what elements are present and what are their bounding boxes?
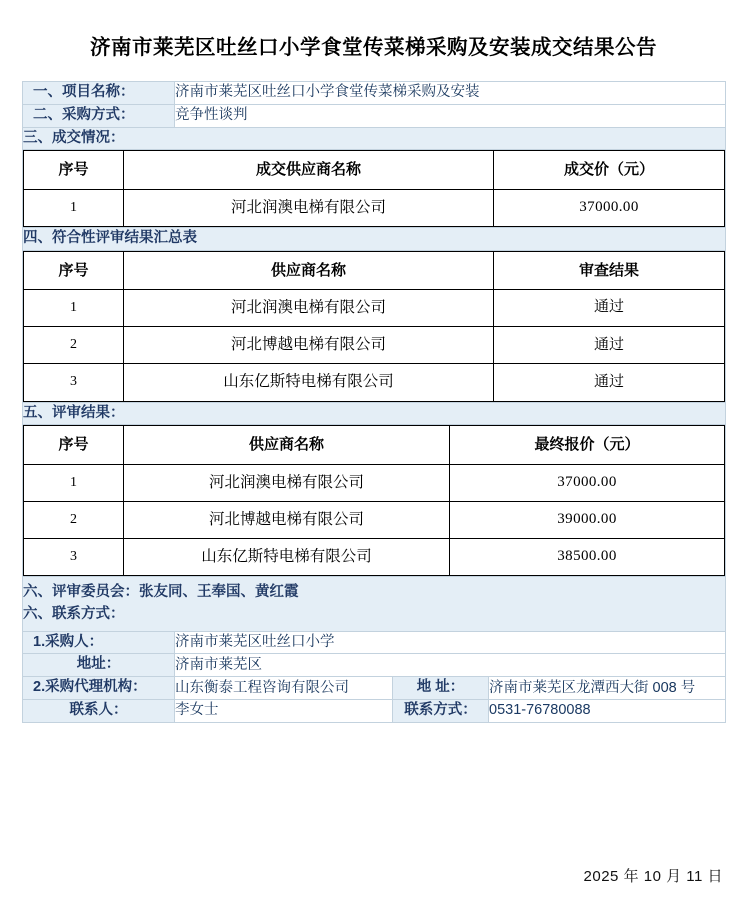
- evaluation-row-index: 2: [24, 501, 124, 538]
- agency-address-value: 济南市莱芜区龙潭西大街 008 号: [489, 677, 726, 700]
- procurement-method-value: 竞争性谈判: [175, 104, 726, 127]
- evaluation-result-table: [23, 425, 725, 576]
- row-procurement-method: [23, 104, 726, 127]
- row-award-table: [23, 150, 726, 228]
- evaluation-row-index: 3: [24, 539, 124, 576]
- row-compliance-header: [23, 227, 726, 250]
- compliance-review-table: [23, 251, 725, 402]
- evaluation-row-supplier: 河北博越电梯有限公司: [124, 501, 450, 538]
- table-header-row: [24, 251, 725, 290]
- row-project-name: [23, 82, 726, 105]
- row-purchaser-address: [23, 654, 726, 677]
- compliance-row-index: 3: [24, 364, 124, 401]
- purchaser-address-label: 地址：: [23, 654, 175, 677]
- row-award-result-header: [23, 127, 726, 150]
- evaluation-col-price: 最终报价（元）: [450, 426, 725, 465]
- contact-section-label: 六、联系方式：: [23, 605, 125, 622]
- compliance-row-supplier: 河北博越电梯有限公司: [124, 327, 494, 364]
- evaluation-row-price: 37000.00: [450, 464, 725, 501]
- evaluation-row-price: 38500.00: [450, 539, 725, 576]
- purchaser-label: 1.采购人：: [23, 631, 175, 654]
- evaluation-row-supplier: 山东亿斯特电梯有限公司: [124, 539, 450, 576]
- table-row: [24, 539, 725, 576]
- award-row-index: 1: [24, 189, 124, 226]
- row-contact-person: [23, 699, 726, 722]
- award-row-supplier: 河北润澳电梯有限公司: [124, 189, 494, 226]
- compliance-row-result: 通过: [494, 290, 725, 327]
- contact-phone-label: 联系方式：: [393, 699, 489, 722]
- project-name-value: 济南市莱芜区吐丝口小学食堂传菜梯采购及安装: [175, 82, 726, 105]
- evaluation-row-index: 1: [24, 464, 124, 501]
- agency-value: 山东衡泰工程咨询有限公司: [175, 677, 393, 700]
- announcement-table: [22, 81, 726, 723]
- compliance-col-supplier: 供应商名称: [124, 251, 494, 290]
- compliance-col-result: 审查结果: [494, 251, 725, 290]
- table-header-row: [24, 151, 725, 190]
- compliance-row-index: 2: [24, 327, 124, 364]
- compliance-row-supplier: 河北润澳电梯有限公司: [124, 290, 494, 327]
- compliance-col-index: 序号: [24, 251, 124, 290]
- award-col-supplier: 成交供应商名称: [124, 151, 494, 190]
- compliance-row-supplier: 山东亿斯特电梯有限公司: [124, 364, 494, 401]
- award-col-index: 序号: [24, 151, 124, 190]
- compliance-review-label: 四、符合性评审结果汇总表: [23, 227, 726, 250]
- row-compliance-table: [23, 250, 726, 402]
- table-row: [24, 464, 725, 501]
- contact-person-label: 联系人：: [23, 699, 175, 722]
- award-result-label: 三、成交情况：: [23, 127, 726, 150]
- review-committee-label: 六、评审委员会：张友同、王奉国、黄红霞: [23, 584, 299, 601]
- contact-phone-value: 0531-76780088: [489, 699, 726, 722]
- evaluation-row-price: 39000.00: [450, 501, 725, 538]
- table-row: [24, 364, 725, 401]
- evaluation-result-label: 五、评审结果：: [23, 402, 726, 425]
- row-purchaser: [23, 631, 726, 654]
- row-evaluation-table: [23, 425, 726, 577]
- project-name-label: 一、项目名称：: [23, 82, 175, 105]
- row-committee-and-contact-header: [23, 577, 726, 632]
- row-evaluation-header: [23, 402, 726, 425]
- table-header-row: [24, 426, 725, 465]
- row-agency: [23, 677, 726, 700]
- evaluation-col-supplier: 供应商名称: [124, 426, 450, 465]
- table-row: [24, 501, 725, 538]
- publish-date: 2025 年 10 月 11 日: [583, 868, 723, 885]
- compliance-row-result: 通过: [494, 327, 725, 364]
- award-row-price: 37000.00: [494, 189, 725, 226]
- table-row: [24, 327, 725, 364]
- award-col-price: 成交价（元）: [494, 151, 725, 190]
- agency-label: 2.采购代理机构：: [23, 677, 175, 700]
- page-title: 济南市莱芜区吐丝口小学食堂传菜梯采购及安装成交结果公告: [90, 36, 657, 59]
- procurement-method-label: 二、采购方式：: [23, 104, 175, 127]
- compliance-row-result: 通过: [494, 364, 725, 401]
- evaluation-col-index: 序号: [24, 426, 124, 465]
- evaluation-row-supplier: 河北润澳电梯有限公司: [124, 464, 450, 501]
- agency-address-label: 地 址：: [393, 677, 489, 700]
- table-row: [24, 189, 725, 226]
- award-result-table: [23, 150, 725, 227]
- contact-person-value: 李女士: [175, 699, 393, 722]
- purchaser-value: 济南市莱芜区吐丝口小学: [175, 631, 726, 654]
- purchaser-address-value: 济南市莱芜区: [175, 654, 726, 677]
- table-row: [24, 290, 725, 327]
- compliance-row-index: 1: [24, 290, 124, 327]
